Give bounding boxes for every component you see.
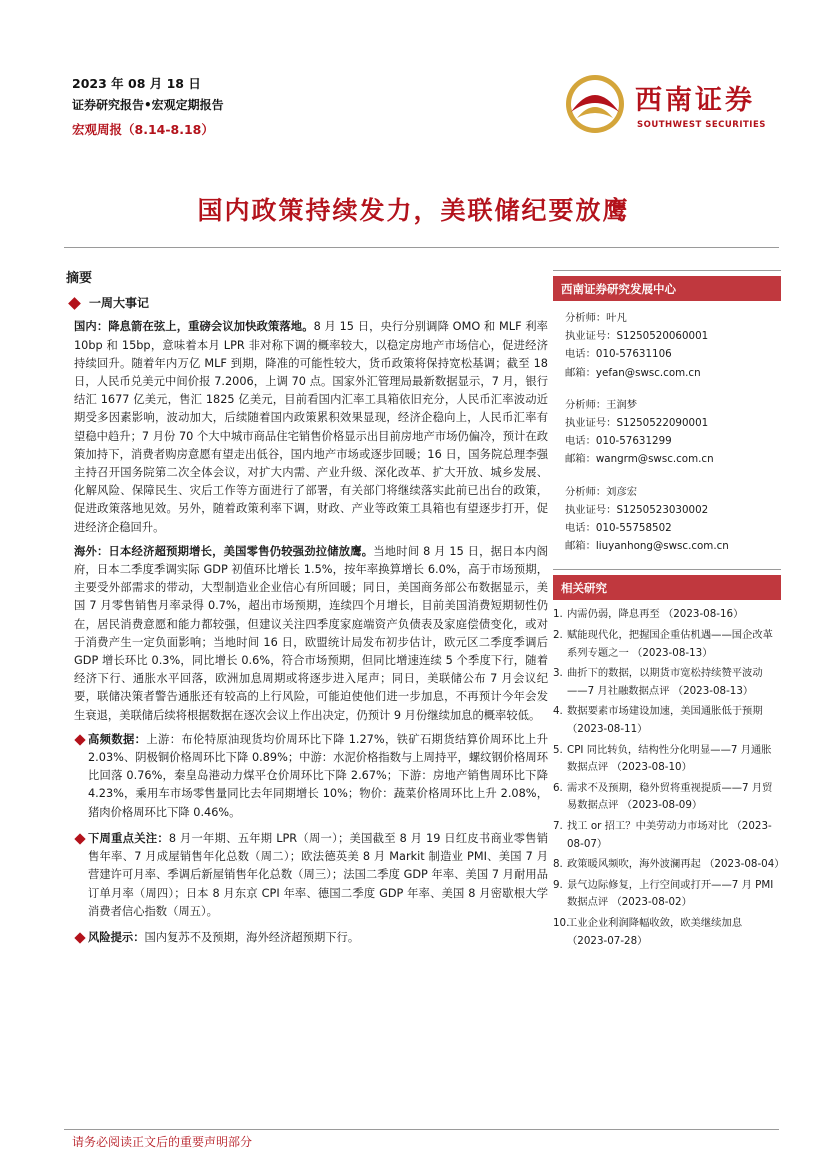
list-item-text: 政策暖风频吹，海外波澜再起 （2023-08-04） [567, 858, 785, 871]
logo-text-cn: 西南证券 [635, 85, 755, 116]
domestic-body: 8 月 15 日，央行分别调降 OMO 和 MLF 利率 10bp 和 15bp，意味着本月 LPR 非对称下调的概率较大，以稳定房地产市场信心，促进经济持续回升。随着年内万亿 MLF 到期，降准的可能性较大，货币政策将保持宽松基调；截至 18 日，人民币兑美元中间价报 7.2006，上调 70 点。国家外汇管理局最新数据显示，7 月，银行结汇 1677 亿美元，售汇 1825 亿美元，目前看国内汇率工具箱依旧充分，人民币汇率波动近期受多因素影响，波动加大，后续随着国内政策累积效果显现，经济企稳向上，人民币汇率有望稳中趋升；7 月份 70 个大中城市商品住宅销售价格显示出目前房地产市场仍偏冷，预计在政策加持下，消费者购房意愿有望走出低谷，国内地产市场或逐步回暖；16 日，国务院总理李强主持召开国务院第二次全体会议，对扩大内需、产业升级、深化改革、扩大开放、城乡发展、化解风险、保障民生、灾后工作等方面进行了部署，有关部门将继续落实此前已出台的政策，促进政策落地见效。另外，随着政策利率下调，财政、产业等政策工具箱也有望逐步打开，促进经济企稳回升。 [74, 320, 548, 534]
list-item-text: 数据要素市场建设加速，美国通胀低于预期 （2023-08-11） [567, 705, 763, 735]
report-weekly-label: 宏观周报（8.14-8.18） [72, 122, 214, 137]
report-date: 2023 年 08 月 18 日 [72, 76, 201, 91]
logo-text-en: SOUTHWEST SECURITIES [637, 120, 766, 130]
next-week-paragraph [66, 830, 548, 921]
sidebar-divider [553, 270, 781, 271]
list-item[interactable] [553, 818, 781, 853]
list-item[interactable] [553, 915, 781, 950]
page-title: 国内政策持续发力，美联储纪要放鹰 [197, 196, 630, 225]
list-item-text: 工业企业利润降幅收敛，欧美继续加息 （2023-07-28） [567, 916, 743, 947]
analyst-name: 分析师：王润梦 [565, 398, 638, 411]
list-item-text: 景气边际修复，上行空间或打开——7 月 PMI 数据点评 （2023-08-02） [567, 878, 774, 909]
domestic-paragraph [66, 318, 548, 536]
list-item-text: 需求不及预期，稳外贸将重视提质——7 月贸易数据点评 （2023-08-09） [567, 781, 773, 812]
list-item-text: 赋能现代化，把握国企重估机遇——国企改革系列专题之一 （2023-08-13） [567, 629, 773, 659]
analyst-license: 执业证号：S1250520060001 [565, 330, 709, 343]
list-item-number: 10. [553, 916, 570, 929]
diamond-bullet-icon [68, 297, 81, 310]
list-item-text: 曲折下的数据，以期货市宽松持续赞平波动——7 月社融数据点评 （2023-08-13） [567, 667, 763, 697]
diamond-bullet-icon [74, 833, 85, 844]
analyst-card [565, 483, 781, 556]
list-item-text: 找工 or 招工？中美劳动力市场对比 （2023-08-07） [567, 819, 772, 850]
analyst-card [565, 396, 781, 469]
list-item[interactable] [553, 665, 781, 700]
analyst-list [553, 309, 781, 555]
list-item-number: 6. [553, 781, 563, 794]
overseas-paragraph [66, 543, 548, 725]
company-logo [563, 70, 773, 140]
list-item-text: 内需仍弱，降息再至 （2023-08-16） [567, 608, 744, 621]
list-item[interactable] [553, 703, 781, 738]
list-item-number: 7. [553, 819, 563, 832]
analyst-phone: 电话：010-57631106 [565, 348, 672, 361]
list-item[interactable] [553, 742, 781, 777]
section-heading [70, 294, 548, 312]
list-item-text: CPI 同比转负，结构性分化明显——7 月通胀数据点评 （2023-08-10） [567, 743, 772, 774]
next-lead: 下周重点关注： [88, 831, 169, 845]
list-item[interactable] [553, 856, 785, 874]
logo-emblem-icon [563, 72, 627, 136]
analyst-name: 分析师：刘彦宏 [565, 485, 638, 498]
analyst-phone: 电话：010-57631299 [565, 435, 672, 448]
analyst-license: 执业证号：S1250522090001 [565, 417, 709, 430]
hf-body: 上游：布伦特原油现货均价周环比下降 1.27%，铁矿石期货结算价周环比上升 2.03%、阴极铜价格周环比下降 0.89%；中游：水泥价格指数与上周持平，螺纹钢价格周环比回落 0.76%，秦皇岛港动力煤平仓价周环比下降 2.67%；下游：房地产销售周环比下降 4.23%，乘用车市场零售量同比去年同期增长 10%；物价：蔬菜价格周环比上升 2.08%，猪肉价格周环比下降 0.46%。 [88, 732, 548, 819]
analyst-license: 执业证号：S1250523030002 [565, 503, 709, 516]
diamond-bullet-icon [74, 734, 85, 745]
sidebar [553, 270, 785, 953]
analyst-card [565, 309, 781, 382]
list-item-number: 2. [553, 629, 563, 642]
list-item[interactable] [553, 780, 781, 815]
analyst-phone: 电话：010-55758502 [565, 522, 672, 535]
list-item-number: 3. [553, 667, 563, 680]
report-type: 证券研究报告•宏观定期报告 [72, 98, 224, 112]
list-item-number: 1. [553, 608, 563, 621]
sidebar-divider [553, 569, 781, 570]
abstract-heading: 摘要 [66, 271, 93, 286]
analyst-email[interactable]: 邮箱：liuyanhong@swsc.com.cn [565, 540, 729, 553]
next-body: 8 月一年期、五年期 LPR（周一）；美国截至 8 月 19 日红皮书商业零售销售年率、7 月成屋销售年化总数（周二）；欧法德英美 8 月 Markit 制造业 PMI、美国 7 月营建许可月率、季调后新屋销售年化总数（周三）；法国二季度 GDP 年率、美国 7 月耐用品订单月率（周四）；日本 8 月东京 CPI 年率、德国二季度 GDP 年率、美国 8 月密歇根大学消费者信心指数（周五）。 [88, 831, 548, 918]
risk-paragraph [66, 929, 548, 947]
list-item-number: 4. [553, 705, 563, 718]
research-center-header: 西南证券研究发展中心 [553, 276, 781, 301]
overseas-lead: 海外：日本经济超预期增长，美国零售仍较强劲拉储放鹰。 [74, 544, 374, 558]
list-item[interactable] [553, 606, 781, 624]
diamond-bullet-icon [74, 932, 85, 943]
risk-lead: 风险提示： [88, 930, 145, 944]
main-content [66, 270, 548, 955]
list-item[interactable] [553, 627, 781, 662]
footer-divider [64, 1129, 779, 1130]
list-item[interactable] [553, 877, 781, 912]
list-item-number: 9. [553, 878, 563, 891]
footer-disclaimer: 请务必阅读正文后的重要声明部分 [72, 1135, 253, 1149]
analyst-email[interactable]: 邮箱：wangrm@swsc.com.cn [565, 453, 714, 466]
list-item-number: 5. [553, 743, 563, 756]
related-research-list [553, 606, 785, 950]
analyst-email[interactable]: 邮箱：yefan@swsc.com.cn [565, 366, 701, 379]
hf-lead: 高频数据： [88, 732, 147, 746]
title-divider [64, 247, 779, 248]
related-research-header: 相关研究 [553, 575, 781, 600]
domestic-lead: 国内：降息箭在弦上，重磅会议加快政策落地。 [74, 320, 314, 334]
risk-body: 国内复苏不及预期，海外经济超预期下行。 [144, 930, 360, 944]
analyst-name: 分析师：叶凡 [565, 312, 627, 324]
list-item-number: 8. [553, 858, 563, 871]
overseas-body: 当地时间 8 月 15 日，据日本内阁府，日本二季度季调实际 GDP 初值环比增长 1.5%，按年率换算增长 6.0%，高于市场预期，主要受外部需求的带动，大型制造业企业信心有所回暖；同日，美国商务部公布数据显示，美国 7 月零售销售月率录得 0.7%，超出市场预期，连续四个月增长，目前美国消费短期韧性仍在，居民消费意愿和能力都较强，但建议关注四季度家庭端资产负债表及家庭偿债变化，或对于消费产生一定负面影响；当地时间 16 日，欧盟统计局发布初步估计，欧元区二季度季调后 GDP 增长环比 0.3%，同比增长 0.6%，符合市场预期，但同比增速连续 5 个季度下行，随着经济下行、通胀水平回落，欧洲加息周期或将逐步进入尾声；同日，美联储公布 7 月会议纪要，联储决策者警告通胀还有较高的上行风险，可能迫使他们进一步加息，不再预计今年会发生衰退，美联储后续将根据数据在逐次会议上作出决定，仍预计 9 月份继续加息的概率较低。 [74, 544, 548, 722]
high-frequency-paragraph [66, 731, 548, 822]
section-heading-text: 一周大事记 [89, 296, 150, 311]
